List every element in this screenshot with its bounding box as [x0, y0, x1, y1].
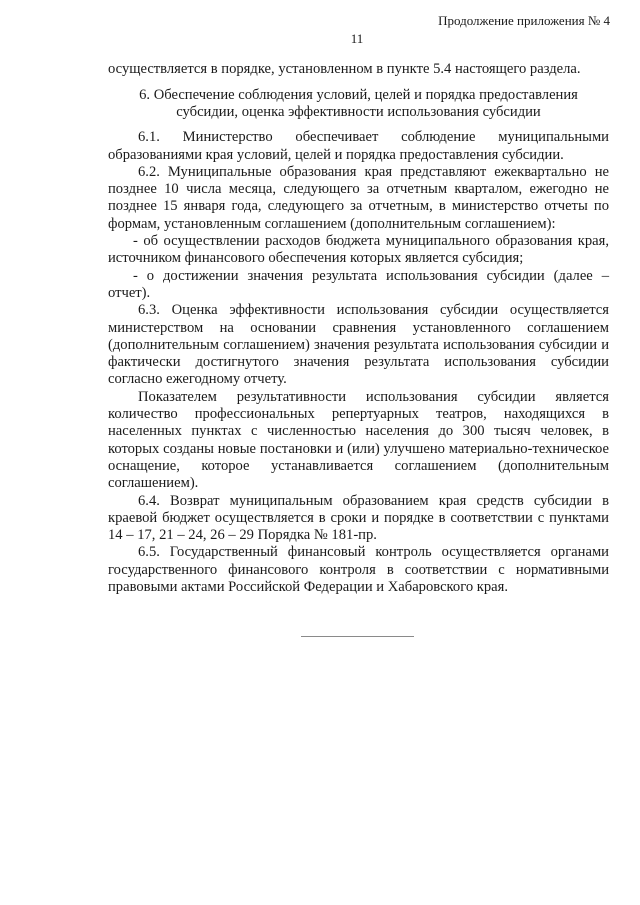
document-body — [108, 61, 609, 596]
appendix-continuation-note: Продолжение приложения № 4 — [438, 13, 610, 28]
list-item-expenses-report: - об осуществлении расходов бюджета муниципального образования края, источником финансового обеспечения которых является субсидия; — [108, 233, 609, 267]
paragraph-6-1: 6.1. Министерство обеспечивает соблюдение муниципальными образованиями края условий, целей и порядка предоставления субсидии. — [108, 129, 609, 163]
section-heading: 6. Обеспечение соблюдения условий, целей и порядка предоставления субсидии, оценка эффективности использования субсидии — [139, 87, 578, 120]
page-number: 11 — [350, 31, 364, 46]
intro-paragraph: осуществляется в порядке, установленном в пункте 5.4 настоящего раздела. — [108, 61, 581, 77]
end-divider — [301, 636, 414, 637]
list-item-result-report: - о достижении значения результата использования субсидии (далее – отчет). — [108, 267, 609, 301]
paragraph-6-4: 6.4. Возврат муниципальным образованием края средств субсидии в краевой бюджет осуществляется в сроки и порядке в соответствии с пунктами 14 – 17, 21 – 24, 26 – 29 Порядка № 181-пр. — [108, 492, 609, 544]
paragraph-6-2: 6.2. Муниципальные образования края представляют ежеквартально не позднее 10 числа месяца, следующего за отчетным кварталом, ежегодно не позднее 15 января года, следующего за отчетным, в министерство отчеты по формам, установленным соглашением (дополнительным соглашением): — [108, 163, 609, 232]
paragraph-indicator: Показателем результативности использования субсидии является количество профессиональных репертуарных театров, находящихся в населенных пунктах с численностью населения до 300 тысяч человек, в которых созданы новые постановки и (или) улучшено материально-техническое оснащение, которое устанавливается соглашением (дополнительным соглашением). — [108, 388, 609, 492]
paragraph-6-5: 6.5. Государственный финансовый контроль осуществляется органами государственного финансового контроля в соответствии с нормативными правовыми актами Российской Федерации и Хабаровского края. — [108, 544, 609, 596]
paragraph-6-3: 6.3. Оценка эффективности использования субсидии осуществляется министерством на основании сравнения установленного соглашением (дополнительным соглашением) значения результата использования субсидии и фактически достигнутого значения результата использования субсидии согласно ежегодному отчету. — [108, 302, 609, 388]
